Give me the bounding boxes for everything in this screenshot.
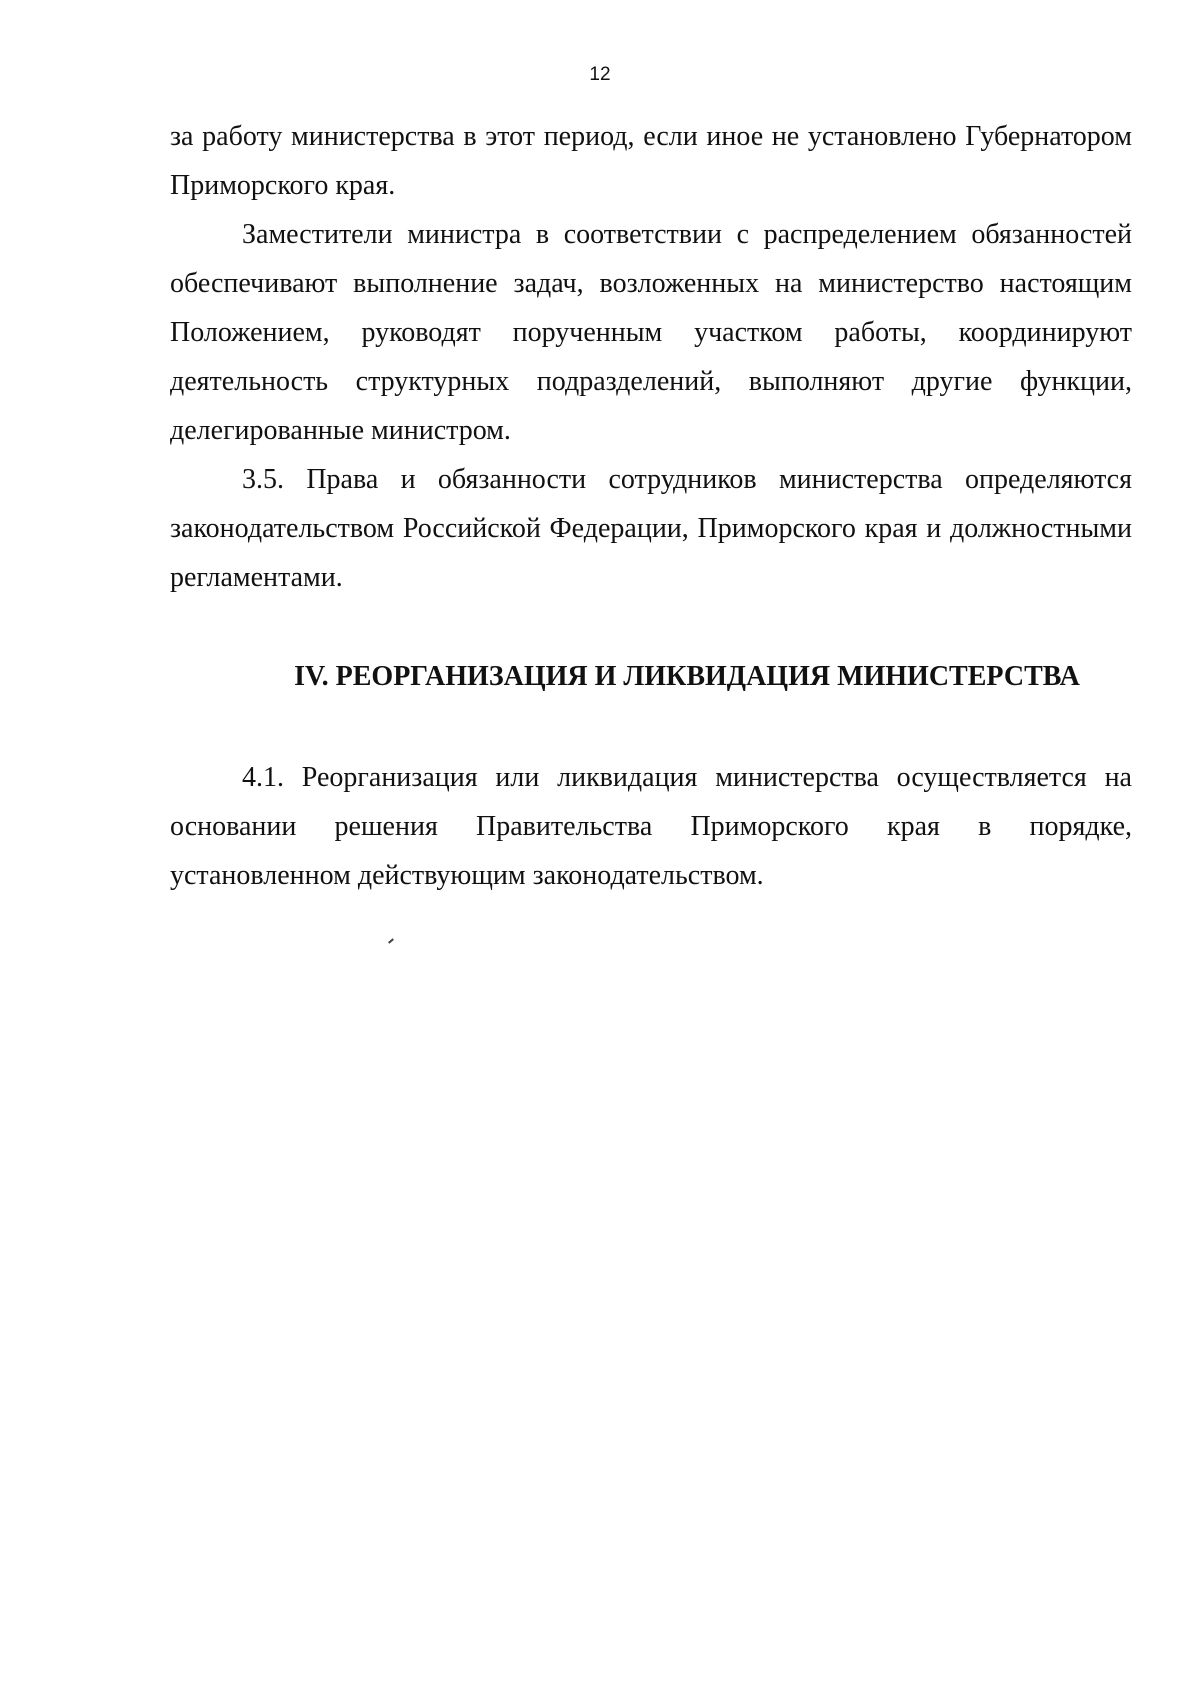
document-body: [170, 112, 1132, 900]
paragraph-continuation: за работу министерства в этот период, если иное не установлено Губернатором Приморского края.: [170, 121, 1132, 201]
paragraph-3-5: 3.5. Права и обязанности сотрудников министерства определяются законодательством Российской Федерации, Приморского края и должностными регламентами.: [170, 464, 1132, 593]
paragraph-deputies: Заместители министра в соответствии с распределением обязанностей обеспечивают выполнение задач, возложенных на министерство настоящим Положением, руководят порученным участком работы, координируют деятельность структурных подразделений, выполняют другие функции, делегированные министром.: [170, 219, 1132, 446]
section-title: IV. РЕОРГАНИЗАЦИЯ И ЛИКВИДАЦИЯ МИНИСТЕРСТВА: [294, 661, 1080, 692]
paragraph-4-1: 4.1. Реорганизация или ликвидация министерства осуществляется на основании решения Правительства Приморского края в порядке, установленном действующим законодательством.: [170, 762, 1132, 891]
stray-ink-mark: [388, 938, 394, 943]
page-number: 12: [589, 64, 611, 85]
